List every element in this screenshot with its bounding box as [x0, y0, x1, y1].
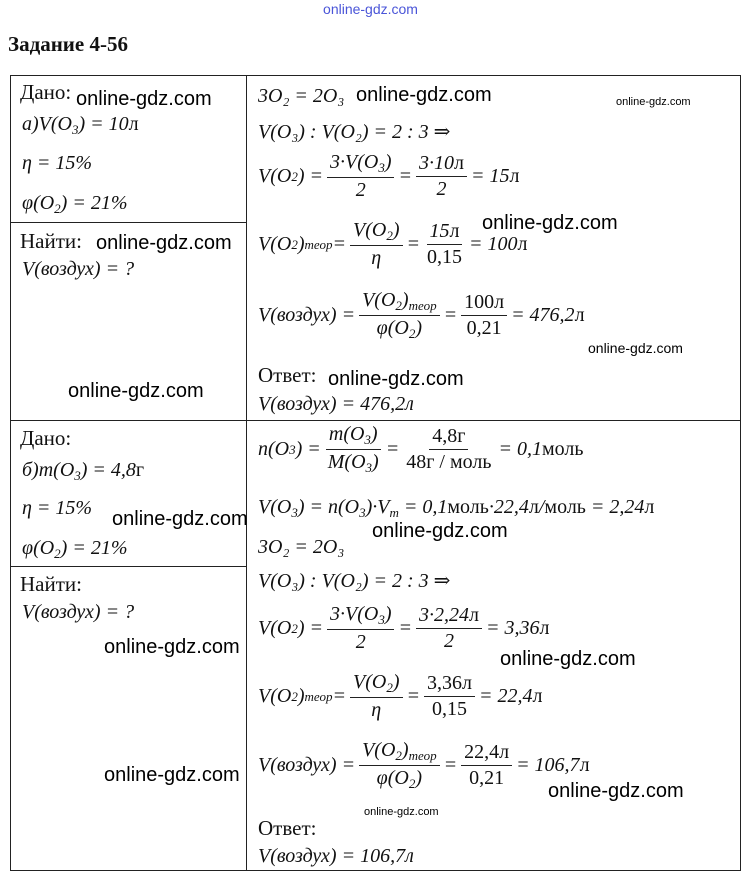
given-mass-b: $б)m(O_3) = 4,8г$ [22, 459, 145, 483]
watermark: online-gdz.com [500, 648, 636, 670]
equation-b: 3O₂ = 2O₃ [258, 536, 345, 558]
watermark: online-gdz.com [96, 232, 232, 254]
column-divider [246, 75, 247, 871]
watermark: online-gdz.com [548, 780, 684, 802]
step-o2-volume-b: V(O 2 ) = $\frac{3\cdot V(O_3)}{2}$ = $\frac{3\cdot 2,24л}{2}$ = 3,36 л [258, 603, 550, 653]
given-fraction-b: $\varphi(O_2) = 21\%$ [22, 537, 128, 561]
given-label-b: Дано: [20, 426, 72, 450]
answer-b: V(воздух) = 106,7л [258, 845, 414, 867]
watermark: online-gdz.com [112, 508, 248, 530]
step-o2-theor-a: V(O 2 ) теор = $\frac{V(O_2)}{\eta}$ = $\frac{15л}{0,15}$ = 100 л [258, 219, 528, 269]
watermark: online-gdz.com [104, 764, 240, 786]
watermark: online-gdz.com [76, 88, 212, 110]
step-o2-volume-a: V(O 2 ) = $\frac{3\cdot V(O_3)}{2}$ = $\frac{3\cdot 10л}{2}$ = 15 л [258, 151, 520, 201]
site-header[interactable]: online-gdz.com [323, 1, 418, 17]
step-air-volume-a: V(воздух) = $\frac{V(O_2)_{теор}}{\varphi(O_2)}$ = $\frac{100л}{0,21}$ = 476,2 л [258, 289, 585, 341]
divider-given-find-b [10, 566, 246, 567]
given-fraction-a: $\varphi(O_2) = 21\%$ [22, 192, 128, 216]
given-yield-a: η = 15% [22, 152, 93, 174]
watermark: online-gdz.com [104, 636, 240, 658]
given-yield-b: η = 15% [22, 497, 93, 519]
step-moles-b: n(O 3 ) = $\frac{m(O_3)}{M(O_3)}$ = $\frac{4,8г}{\text{48г / моль}}$ = 0,1 моль [258, 423, 584, 475]
given-volume-a: $а)V(O_3) = 10л$ [22, 113, 139, 137]
watermark: online-gdz.com [482, 212, 618, 234]
page-title: Задание 4-56 [8, 32, 128, 56]
equation-a: 3O₂ = 2O₃ [258, 85, 345, 107]
find-expression-a: V(воздух) = ? [22, 258, 135, 280]
divider-given-find-a [10, 222, 246, 223]
step-o2-theor-b: V(O 2 ) теор = $\frac{V(O_2)}{\eta}$ = $\frac{3,36л}{0,15}$ = 22,4 л [258, 671, 543, 721]
given-label-a: Дано: [20, 80, 72, 104]
watermark: online-gdz.com [68, 380, 204, 402]
find-label-b: Найти: [20, 572, 82, 596]
watermark: online-gdz.com [588, 340, 683, 356]
answer-label-a: Ответ: [258, 363, 317, 387]
watermark: online-gdz.com [372, 520, 508, 542]
step-o3-volume-b: $V(O_3) = n(O_3)\cdot V_m$ = 0,1моль·22,4л/моль = 2,24л [258, 496, 655, 520]
find-label-a: Найти: [20, 229, 82, 253]
watermark: online-gdz.com [616, 96, 691, 108]
ratio-a: V(O₃) : V(O₂) = 2 : 3 ⇒ [258, 121, 451, 143]
watermark: online-gdz.com [356, 84, 492, 106]
ratio-b: V(O₃) : V(O₂) = 2 : 3 ⇒ [258, 570, 451, 592]
answer-label-b: Ответ: [258, 816, 317, 840]
watermark: online-gdz.com [364, 806, 439, 818]
find-expression-b: V(воздух) = ? [22, 601, 135, 623]
divider-parts [10, 420, 741, 421]
answer-a: V(воздух) = 476,2л [258, 393, 414, 415]
step-air-volume-b: V(воздух) = $\frac{V(O_2)_{теор}}{\varphi(O_2)}$ = $\frac{22,4л}{0,21}$ = 106,7 л [258, 739, 590, 791]
watermark: online-gdz.com [328, 368, 464, 390]
